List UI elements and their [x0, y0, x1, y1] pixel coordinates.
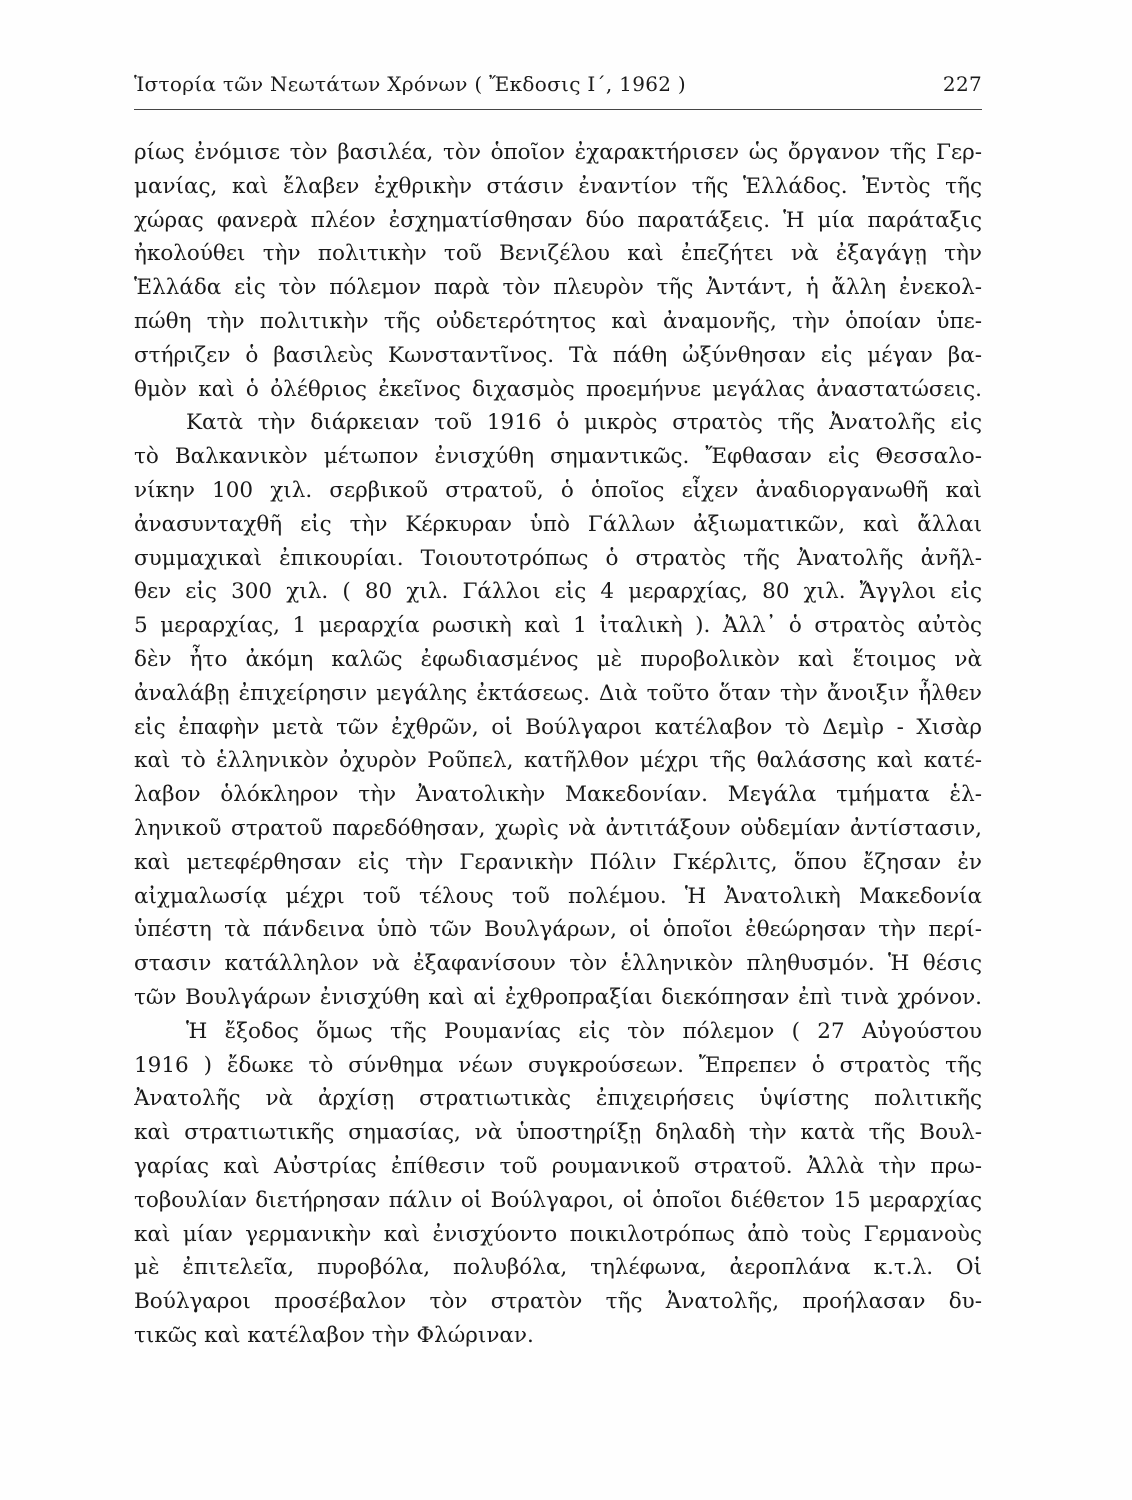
text-line: ληνικοῦ στρατοῦ παρεδόθησαν, χωρὶς νὰ ἀντιτάξουν οὐδεμίαν ἀντίστασιν, — [134, 815, 982, 841]
text-line: συμμαχικαὶ ἐπικουρίαι. Τοιουτοτρόπως ὁ στρατὸς τῆς Ἀνατολῆς ἀνῆλ- — [134, 545, 982, 571]
running-title: Ἱστορία τῶν Νεωτάτων Χρόνων ( Ἔκδοσις Ι΄, 1962 ) — [134, 72, 687, 96]
text-line: ρίως ἐνόμισε τὸν βασιλέα, τὸν ὁποῖον ἐχαρακτήρισεν ὡς ὄργανον τῆς Γερ- — [134, 140, 982, 165]
text-line: πώθη τὴν πολιτικὴν τῆς οὐδετερότητος καὶ ἀναμονῆς, τὴν ὁποίαν ὑπε- — [134, 308, 982, 334]
text-line: γαρίας καὶ Αὐστρίας ἐπίθεσιν τοῦ ρουμανικοῦ στρατοῦ. Ἀλλὰ τὴν πρω- — [134, 1153, 982, 1179]
text-line: Κατὰ τὴν διάρκειαν τοῦ 1916 ὁ μικρὸς στρατὸς τῆς Ἀνατολῆς εἰς — [186, 410, 982, 436]
text-line: καὶ μετεφέρθησαν εἰς τὴν Γερανικὴν Πόλιν Γκέρλιτς, ὅπου ἔζησαν ἐν — [134, 849, 982, 875]
text-line: ἀνασυνταχθῆ εἰς τὴν Κέρκυραν ὑπὸ Γάλλων ἀξιωματικῶν, καὶ ἄλλαι — [134, 511, 982, 537]
running-header — [134, 72, 982, 102]
text-line: Ἀνατολῆς νὰ ἀρχίσῃ στρατιωτικὰς ἐπιχειρήσεις ὑψίστης πολιτικῆς — [134, 1086, 982, 1112]
text-line: λαβον ὁλόκληρον τὴν Ἀνατολικὴν Μακεδονίαν. Μεγάλα τμήματα ἑλ- — [134, 782, 982, 808]
text-line: καὶ τὸ ἑλληνικὸν ὀχυρὸν Ροῦπελ, κατῆλθον μέχρι τῆς θαλάσσης καὶ κατέ- — [134, 748, 982, 774]
text-line: τῶν Βουλγάρων ἐνισχύθη καὶ αἱ ἐχθροπραξίαι διεκόπησαν ἐπὶ τινὰ χρόνον. — [134, 984, 982, 1010]
text-line: τὸ Βαλκανικὸν μέτωπον ἐνισχύθη σημαντικῶς. Ἔφθασαν εἰς Θεσσαλο- — [134, 444, 982, 470]
text-line: θεν εἰς 300 χιλ. ( 80 χιλ. Γάλλοι εἰς 4 μεραρχίας, 80 χιλ. Ἄγγλοι εἰς — [134, 579, 982, 605]
text-line: καὶ στρατιωτικῆς σημασίας, νὰ ὑποστηρίξῃ δηλαδὴ τὴν κατὰ τῆς Βουλ- — [134, 1120, 982, 1146]
text-line: 5 μεραρχίας, 1 μεραρχία ρωσικὴ καὶ 1 ἰταλικὴ ). Ἀλλ᾽ ὁ στρατὸς αὐτὸς — [134, 613, 982, 639]
header-rule — [134, 109, 982, 110]
text-line: ἀναλάβῃ ἐπιχείρησιν μεγάλης ἐκτάσεως. Διὰ τοῦτο ὅταν τὴν ἄνοιξιν ἦλθεν — [134, 680, 982, 706]
text-line: εἰς ἐπαφὴν μετὰ τῶν ἐχθρῶν, οἱ Βούλγαροι κατέλαβον τὸ Δεμὶρ - Χισὰρ — [134, 714, 982, 740]
text-line: ἠκολούθει τὴν πολιτικὴν τοῦ Βενιζέλου καὶ ἐπεζήτει νὰ ἐξαγάγῃ τὴν — [134, 241, 982, 267]
text-line: στήριζεν ὁ βασιλεὺς Κωνσταντῖνος. Τὰ πάθη ὠξύνθησαν εἰς μέγαν βα- — [134, 342, 982, 368]
text-line: αἰχμαλωσίᾳ μέχρι τοῦ τέλους τοῦ πολέμου. Ἡ Ἀνατολικὴ Μακεδονία — [134, 883, 982, 909]
text-line: Ἡ ἔξοδος ὅμως τῆς Ρουμανίας εἰς τὸν πόλεμον ( 27 Αὐγούστου — [186, 1018, 982, 1044]
text-line: χώρας φανερὰ πλέον ἐσχηματίσθησαν δύο παρατάξεις. Ἡ μία παράταξις — [134, 207, 982, 233]
text-line: μὲ ἐπιτελεῖα, πυροβόλα, πολυβόλα, τηλέφωνα, ἀεροπλάνα κ.τ.λ. Οἱ — [134, 1255, 982, 1281]
text-line: δὲν ἦτο ἀκόμη καλῶς ἐφωδιασμένος μὲ πυροβολικὸν καὶ ἕτοιμος νὰ — [134, 646, 982, 672]
text-line: τοβουλίαν διετήρησαν πάλιν οἱ Βούλγαροι, οἱ ὁποῖοι διέθετον 15 μεραρχίας — [134, 1187, 982, 1213]
text-line: θμὸν καὶ ὁ ὀλέθριος ἐκεῖνος διχασμὸς προεμήνυε μεγάλας ἀναστατώσεις. — [134, 376, 982, 402]
text-line: στασιν κατάλληλον νὰ ἐξαφανίσουν τὸν ἑλληνικὸν πληθυσμόν. Ἡ θέσις — [134, 951, 982, 977]
text-line: μανίας, καὶ ἔλαβεν ἐχθρικὴν στάσιν ἐναντίον τῆς Ἑλλάδος. Ἐντὸς τῆς — [134, 173, 982, 199]
text-line: 1916 ) ἔδωκε τὸ σύνθημα νέων συγκρούσεων. Ἔπρεπεν ὁ στρατὸς τῆς — [134, 1052, 982, 1078]
text-line: νίκην 100 χιλ. σερβικοῦ στρατοῦ, ὁ ὁποῖος εἶχεν ἀναδιοργανωθῆ καὶ — [134, 477, 982, 503]
page-number: 227 — [942, 72, 982, 96]
text-line: τικῶς καὶ κατέλαβον τὴν Φλώριναν. — [134, 1322, 534, 1348]
text-line: Ἑλλάδα εἰς τὸν πόλεμον παρὰ τὸν πλευρὸν τῆς Ἀντάντ, ἡ ἄλλη ἐνεκολ- — [134, 275, 982, 301]
text-line: Βούλγαροι προσέβαλον τὸν στρατὸν τῆς Ἀνατολῆς, προήλασαν δυ- — [134, 1289, 982, 1315]
text-line: ὑπέστη τὰ πάνδεινα ὑπὸ τῶν Βουλγάρων, οἱ ὁποῖοι ἐθεώρησαν τὴν περί- — [134, 917, 982, 943]
text-line: καὶ μίαν γερμανικὴν καὶ ἐνισχύοντο ποικιλοτρόπως ἀπὸ τοὺς Γερμανοὺς — [134, 1221, 982, 1247]
body-text — [134, 136, 982, 1353]
